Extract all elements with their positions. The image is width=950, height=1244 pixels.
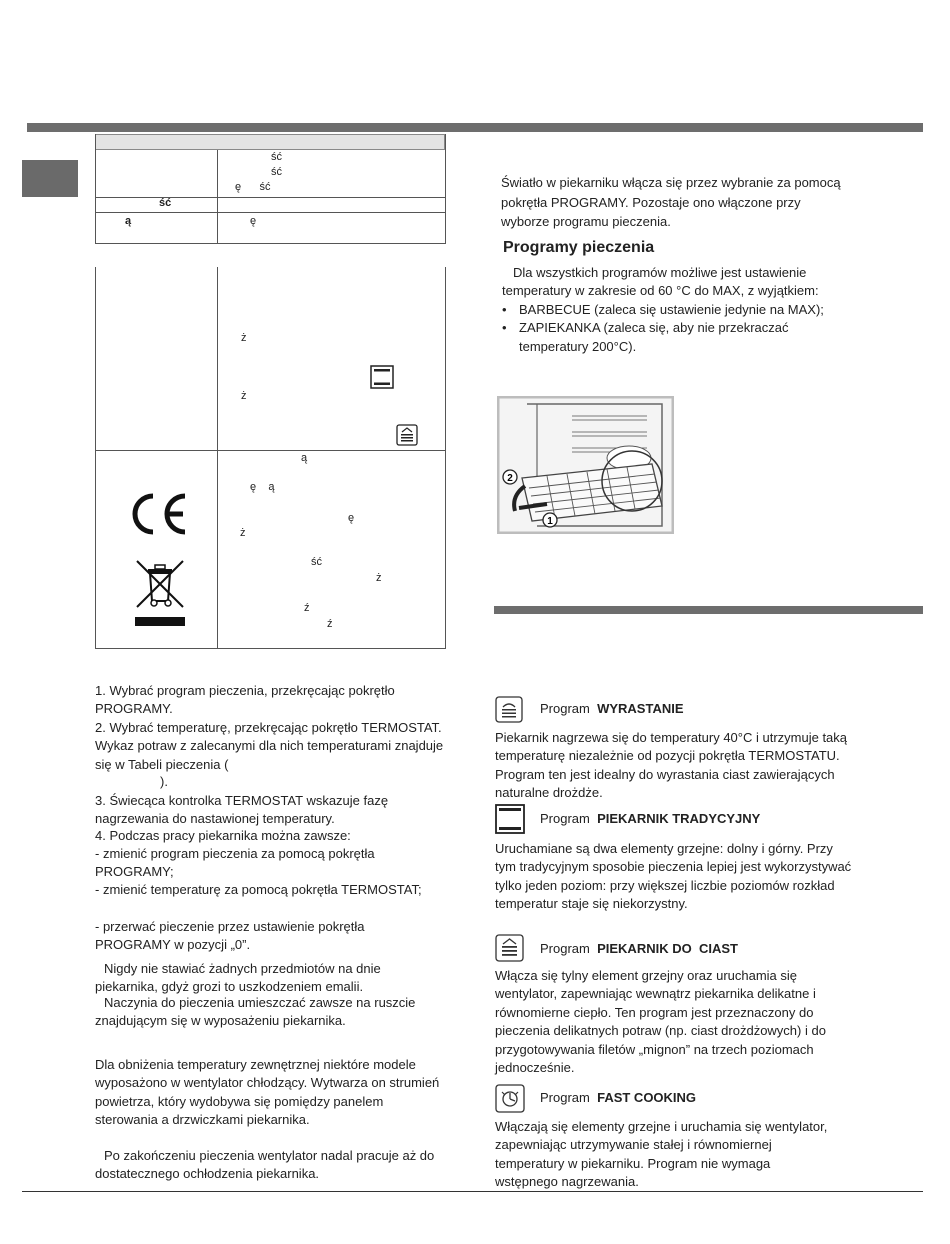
step-2: 2. Wybrać temperaturę, przekręcając pokrętło TERMOSTAT. Wykaz potraw z zalecanymi dla nich temperaturami znajduje się w Tabeli pieczenia (: [95, 720, 444, 772]
table-cell: ź: [304, 602, 310, 614]
table-cell: ż: [240, 527, 246, 539]
program-desc-conventional: Uruchamiane są dwa elementy grzejne: dolny i górny. Przy tym tradycyjnym sposobie pieczenia lepiej jest wykorzystywać tylko jeden poziom: przy większej liczbie poziomów rozkład temperatur staje się niekorzystny.: [495, 841, 852, 912]
step-4: 4. Podczas pracy piekarnika można zawsze:: [95, 828, 351, 843]
step-1: 1. Wybrać program pieczenia, przekręcając pokrętło PROGRAMY.: [95, 683, 395, 717]
list-item: • BARBECUE (zaleca się ustawienie jedynie na MAX);: [502, 302, 824, 317]
program-title-fast: Program FAST COOKING: [540, 1090, 697, 1105]
page-tab-marker: [22, 160, 78, 197]
exception-list: [502, 301, 842, 356]
program-desc-pastry: Włącza się tylny element grzejny oraz uruchamia się wentylator, zapewniając wewnątrz piekarnika delikatne i równomierne ciepło. Ten program jest przeznaczony do pieczenia delikatnych potraw (np. ciast drożdżowych) i do przygotowywania filetów „mignon” na trzech poziomach jednocześnie.: [495, 968, 826, 1076]
ce-mark-icon: [125, 491, 187, 537]
spec-table: [95, 134, 446, 649]
step-3: 3. Świecąca kontrolka TERMOSTAT wskazuje fazę nagrzewania do nastawionej temperatury.: [95, 793, 389, 827]
cooling-fan-after: Po zakończeniu pieczenia wentylator nadal pracuje aż do dostatecznego ochłodzenia piekarnika.: [95, 1148, 435, 1182]
table-cell: ż: [376, 572, 382, 584]
table-cell: ę: [348, 512, 355, 524]
program-title-conventional: Program PIEKARNIK TRADYCYJNY: [540, 811, 761, 826]
table-cell: ę: [250, 215, 257, 227]
weee-bin-icon: [135, 559, 185, 627]
table-cell: ą: [125, 215, 132, 227]
cooling-fan-text: Dla obniżenia temperatury zewnętrznej niektóre modele wyposażono w wentylator chłodzący. Wytwarza on strumień powietrza, który wydobywa się pomiędzy panelem sterowania a drzwiczkami piekarnika.: [95, 1057, 440, 1128]
programs-heading: Programy pieczenia: [503, 239, 655, 256]
table-header-row: [95, 134, 445, 150]
program-title-rising: Program WYRASTANIE: [540, 701, 684, 716]
step-4b: - zmienić temperaturę za pomocą pokrętła TERMOSTAT;: [95, 882, 422, 897]
table-cell: ą: [301, 452, 308, 464]
table-cell: ż: [241, 332, 247, 344]
program-title-pastry: Program PIEKARNIK DO CIAST: [540, 941, 738, 956]
step-4a: - zmienić program pieczenia za pomocą pokrętła PROGRAMY;: [95, 846, 375, 880]
list-item: • ZAPIEKANKA (zaleca się, aby nie przekraczać temperatury 200°C).: [502, 320, 789, 354]
step-4c: - przerwać pieczenie przez ustawienie pokrętła PROGRAMY w pozycji „0”.: [95, 919, 365, 953]
programs-intro: Dla wszystkich programów możliwe jest ustawienie temperatury w zakresie od 60 °C do MAX, z wyjątkiem:: [502, 265, 819, 299]
table-cell: ę ą: [250, 481, 275, 493]
step-2-tail: ).: [160, 774, 168, 789]
table-cell: ść: [159, 197, 172, 209]
warning-rack: Naczynia do pieczenia umieszczać zawsze na ruszcie znajdującym się w wyposażeniu piekarnika.: [95, 995, 416, 1029]
right-section-bar: [494, 606, 923, 614]
program-desc-rising: Piekarnik nagrzewa się do temperatury 40°C i utrzymuje taką temperaturę niezależnie od pozycji pokrętła TERMOSTATU. Program ten jest idealny do wyrastania ciast zawierających naturalne drożdże.: [495, 730, 848, 801]
rising-icon: [495, 696, 523, 723]
figure-label-2: 2: [507, 473, 513, 484]
pastry-oven-icon: [396, 424, 418, 446]
conventional-oven-icon: [495, 804, 525, 834]
top-header-bar: [27, 123, 923, 132]
program-desc-fast: Włączają się elementy grzejne i uruchamia się wentylator, zapewniając utrzymywanie stałej i równomiernej temperatury w piekarniku. Program nie wymaga wstępnego nagrzewania.: [495, 1119, 828, 1190]
table-cell: ż: [241, 390, 247, 402]
light-text: Światło w piekarniku włącza się przez wybranie za pomocą pokrętła PROGRAMY. Pozostaje ono włączone przy wyborze programu pieczenia.: [501, 175, 841, 229]
table-cell: ść: [271, 166, 282, 178]
pastry-oven-icon: [495, 934, 524, 962]
warning-bottom: Nigdy nie stawiać żadnych przedmiotów na dnie piekarnika, gdyż grozi to uszkodzeniem emalii.: [95, 961, 381, 995]
table-cell: ść: [271, 151, 282, 163]
fast-cooking-icon: [495, 1084, 525, 1113]
figure-label-1: 1: [547, 516, 553, 527]
table-cell: ę ść: [235, 181, 271, 193]
oven-rack-illustration: [497, 396, 674, 534]
table-cell: ź: [327, 618, 333, 630]
conventional-oven-icon: [370, 365, 394, 389]
table-cell: ść: [311, 556, 322, 568]
